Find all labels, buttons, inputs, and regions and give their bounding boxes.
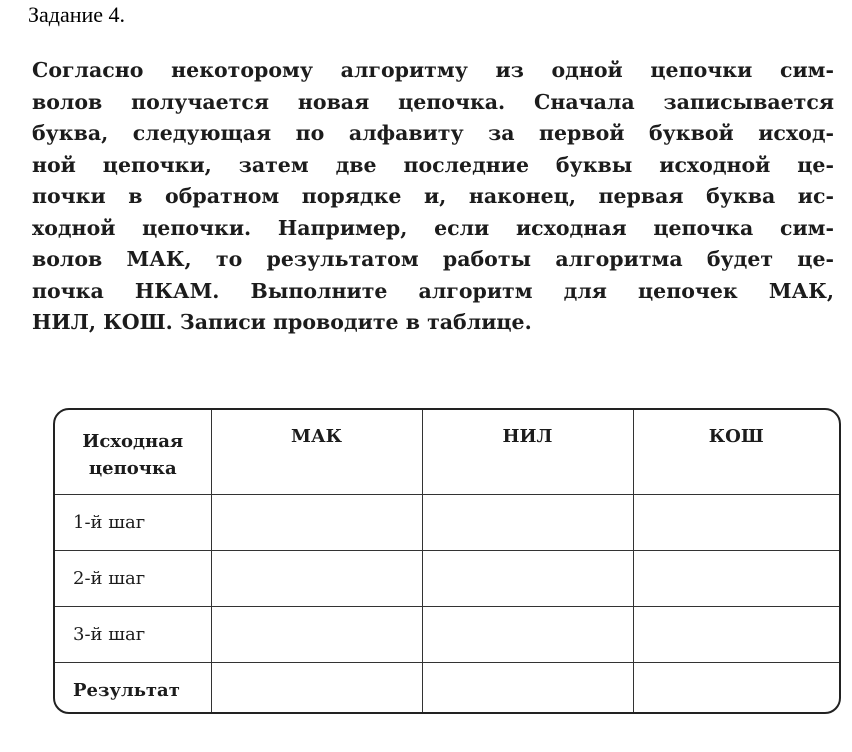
table-cell[interactable]	[211, 551, 422, 607]
table-cell[interactable]	[633, 495, 839, 551]
row-label: 1-й шаг	[55, 495, 211, 551]
steps-table-frame	[53, 408, 841, 714]
table-cell[interactable]	[422, 663, 633, 715]
task-text-line: почка НКАМ. Выполните алгоритм для цепочек МАК,	[32, 278, 834, 303]
task-text-line: волов МАК, то результатом работы алгоритма будет це-	[32, 247, 834, 271]
steps-table	[55, 410, 839, 714]
table-cell[interactable]	[211, 495, 422, 551]
table-cell[interactable]	[211, 663, 422, 715]
table-cell[interactable]	[633, 663, 839, 715]
table-row	[55, 663, 839, 715]
table-cell[interactable]	[422, 607, 633, 663]
task-text-line: НИЛ, КОШ. Записи проводите в таблице.	[32, 310, 532, 334]
table-header-row	[55, 410, 839, 495]
task-text	[32, 55, 834, 339]
row-label: 3-й шаг	[55, 607, 211, 663]
task-text-line: буква, следующая по алфавиту за первой буквой исход-	[32, 121, 834, 145]
table-row	[55, 495, 839, 551]
corner-header	[55, 410, 211, 495]
table-cell[interactable]	[422, 551, 633, 607]
table-cell[interactable]	[633, 607, 839, 663]
column-header: НИЛ	[422, 410, 633, 495]
task-text-line: волов получается новая цепочка. Сначала записывается	[32, 89, 834, 114]
row-label: Результат	[55, 663, 211, 715]
table-row	[55, 607, 839, 663]
table-row	[55, 551, 839, 607]
table-cell[interactable]	[422, 495, 633, 551]
corner-header-line: Исходная	[82, 431, 184, 452]
table-cell[interactable]	[633, 551, 839, 607]
corner-header-line: цепочка	[88, 458, 177, 479]
task-text-line: ходной цепочки. Например, если исходная цепочка сим-	[32, 215, 834, 240]
column-header: КОШ	[633, 410, 839, 495]
task-text-line: Согласно некоторому алгоритму из одной цепочки сим-	[32, 58, 834, 82]
task-title: Задание 4.	[28, 2, 126, 27]
row-label: 2-й шаг	[55, 551, 211, 607]
task-text-line: почки в обратном порядке и, наконец, первая буква ис-	[32, 184, 834, 208]
table-cell[interactable]	[211, 607, 422, 663]
task-text-line: ной цепочки, затем две последние буквы исходной це-	[32, 152, 834, 177]
column-header: МАК	[211, 410, 422, 495]
